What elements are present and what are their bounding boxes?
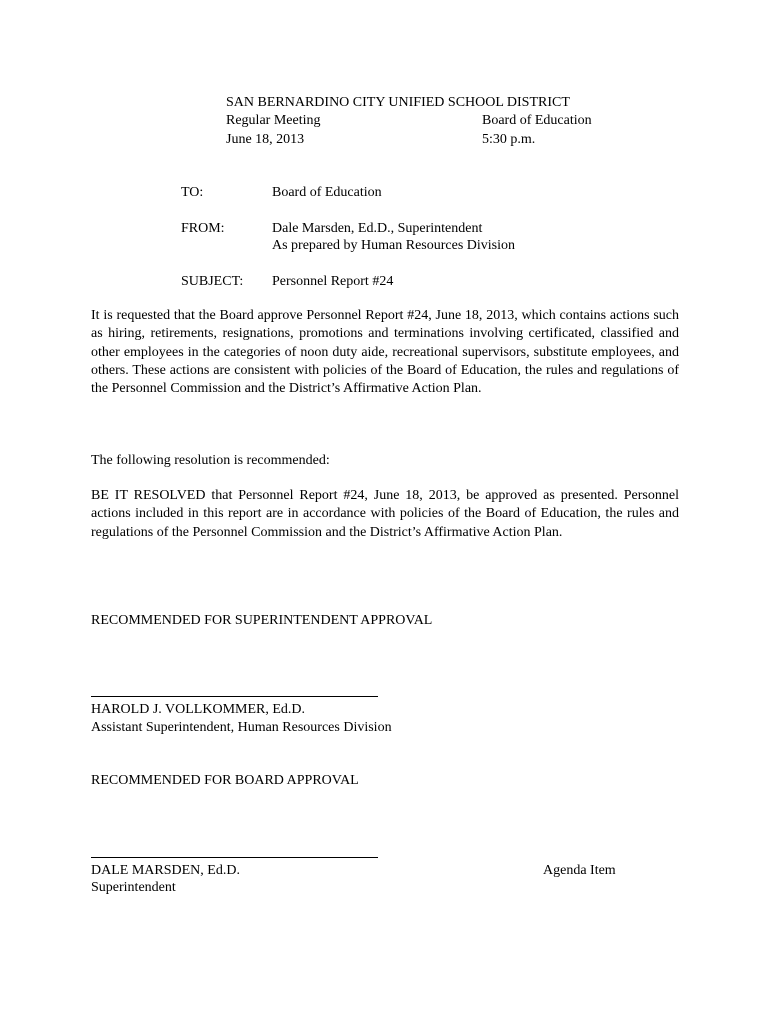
from-value-line2: As prepared by Human Resources Division <box>272 238 516 253</box>
meeting-body: Board of Education <box>482 113 592 128</box>
superintendent-approval-heading: RECOMMENDED FOR SUPERINTENDENT APPROVAL <box>91 613 433 628</box>
signature-line-1 <box>91 696 378 697</box>
resolution-intro: The following resolution is recommended: <box>91 453 330 468</box>
meeting-time: 5:30 p.m. <box>482 132 536 147</box>
signer2-name: DALE MARSDEN, Ed.D. <box>91 863 240 878</box>
agenda-item-label: Agenda Item <box>543 863 616 878</box>
meeting-date: June 18, 2013 <box>226 132 305 147</box>
from-value-line1: Dale Marsden, Ed.D., Superintendent <box>272 221 483 236</box>
from-label: FROM: <box>181 221 225 236</box>
resolution-paragraph: BE IT RESOLVED that Personnel Report #24, June 18, 2013, be approved as presented. Personnel actions included in this report are in accordance with policies of the Board of Education, the rules and regulations of the Personnel Commission and the District’s Affirmative Action Plan. <box>91 488 679 540</box>
subject-value: Personnel Report #24 <box>272 274 394 289</box>
signer1-name: HAROLD J. VOLLKOMMER, Ed.D. <box>91 702 306 717</box>
meeting-type: Regular Meeting <box>226 113 321 128</box>
district-name: SAN BERNARDINO CITY UNIFIED SCHOOL DISTRICT <box>226 95 570 110</box>
request-paragraph: It is requested that the Board approve Personnel Report #24, June 18, 2013, which contains actions such as hiring, retirements, resignations, promotions and terminations involving certificated, classified and other employees in the categories of noon duty aide, recreational supervisors, substitute employees, and others. These actions are consistent with policies of the Board of Education, the rules and regulations of the Personnel Commission and the District’s Affirmative Action Plan. <box>91 308 679 397</box>
signature-line-2 <box>91 857 378 858</box>
subject-label: SUBJECT: <box>181 274 244 289</box>
to-value: Board of Education <box>272 185 382 200</box>
to-label: TO: <box>181 185 204 200</box>
signer1-title: Assistant Superintendent, Human Resources Division <box>91 720 392 735</box>
board-approval-heading: RECOMMENDED FOR BOARD APPROVAL <box>91 773 359 788</box>
signer2-title: Superintendent <box>91 880 176 895</box>
